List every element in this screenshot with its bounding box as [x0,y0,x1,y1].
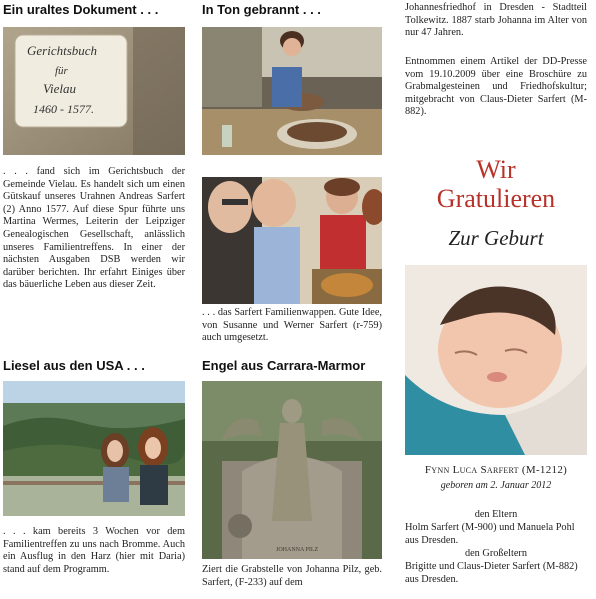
dokument-text: . . . fand sich im Gerichtsbuch der Gemeinde Vielau. Es handelt sich um einen Gütskauf unseres Urahnen Andreas Sarfert (2) Anno 1577. Auf diese Spur führte uns Martina Wermes, Leiterin der Leipziger Genealogischen Gesellschaft, anlässlich unseres Familientreffens. In einer der nächsten Ausgaben DSB werden wir darüber berichten. Ihr erfahrt Einiges über das bäuerliche Leben aus dieser Zeit. [3,166,185,291]
friedhof-text: Johannesfriedhof in Dresden - Stadtteil Tolkewitz. 1887 starb Johanna im Alter von nur 47 Jahren. [405,2,587,39]
book-line-3: Vielau [43,81,76,96]
liesel-text: . . . kam bereits 3 Wochen vor dem Familientreffen zu uns nach Bromme. Auch ein Ausflug in den Harz (hier mit Daria) stand auf dem Programm. [3,526,185,575]
heading-engel: Engel aus Carrara-Marmor [202,358,366,373]
heading-dokument: Ein uraltes Dokument . . . [3,2,159,17]
parents-label: den Eltern [474,509,518,520]
baby-name: Fynn Luca Sarfert (M-1212) [424,464,568,476]
angel-grave-photo [202,381,382,559]
family-crest-photo [202,177,382,304]
grandparents-text: Brigitte und Claus-Dieter Sarfert (M-882) aus Dresden. [405,561,578,585]
birth-date: geboren am 2. Januar 2012 [440,480,552,491]
parents-text: Holm Sarfert (M-900) und Manuela Pohl aus Dresden. [405,522,575,546]
heading-ton: In Ton gebrannt . . . [202,2,321,17]
book-line-2: für [55,65,68,77]
book-line-4: 1460 - 1577. [33,102,94,116]
pottery-photo [202,27,382,155]
document-photo [3,27,185,155]
heading-liesel: Liesel aus den USA . . . [3,358,145,373]
congrats-heading [405,155,587,213]
birth-title: Zur Geburt [448,226,544,250]
source-text: Entnommen einem Artikel der DD-Presse vom 19.10.2009 über eine Broschüre zu Grabmalgesteinen und Friedhofskultur; mitgebracht von Claus-Dieter Sarfert (M-882). [405,56,587,118]
congrats-line-1: Wir [476,155,516,184]
congrats-line-2: Gratulieren [436,184,556,213]
baby-photo [405,265,587,455]
grandparents-label: den Großeltern [464,548,528,559]
harz-photo [3,381,185,516]
book-line-1: Gerichtsbuch [27,43,98,58]
engel-text: Ziert die Grabstelle von Johanna Pilz, geb. Sarfert, (F-233) auf dem [202,564,382,588]
grave-inscription: JOHANNA PILZ [276,547,319,553]
ton-text: . . . das Sarfert Familienwappen. Gute Idee, von Susanne und Werner Sarfert (r-759) auch umgesetzt. [202,307,382,344]
